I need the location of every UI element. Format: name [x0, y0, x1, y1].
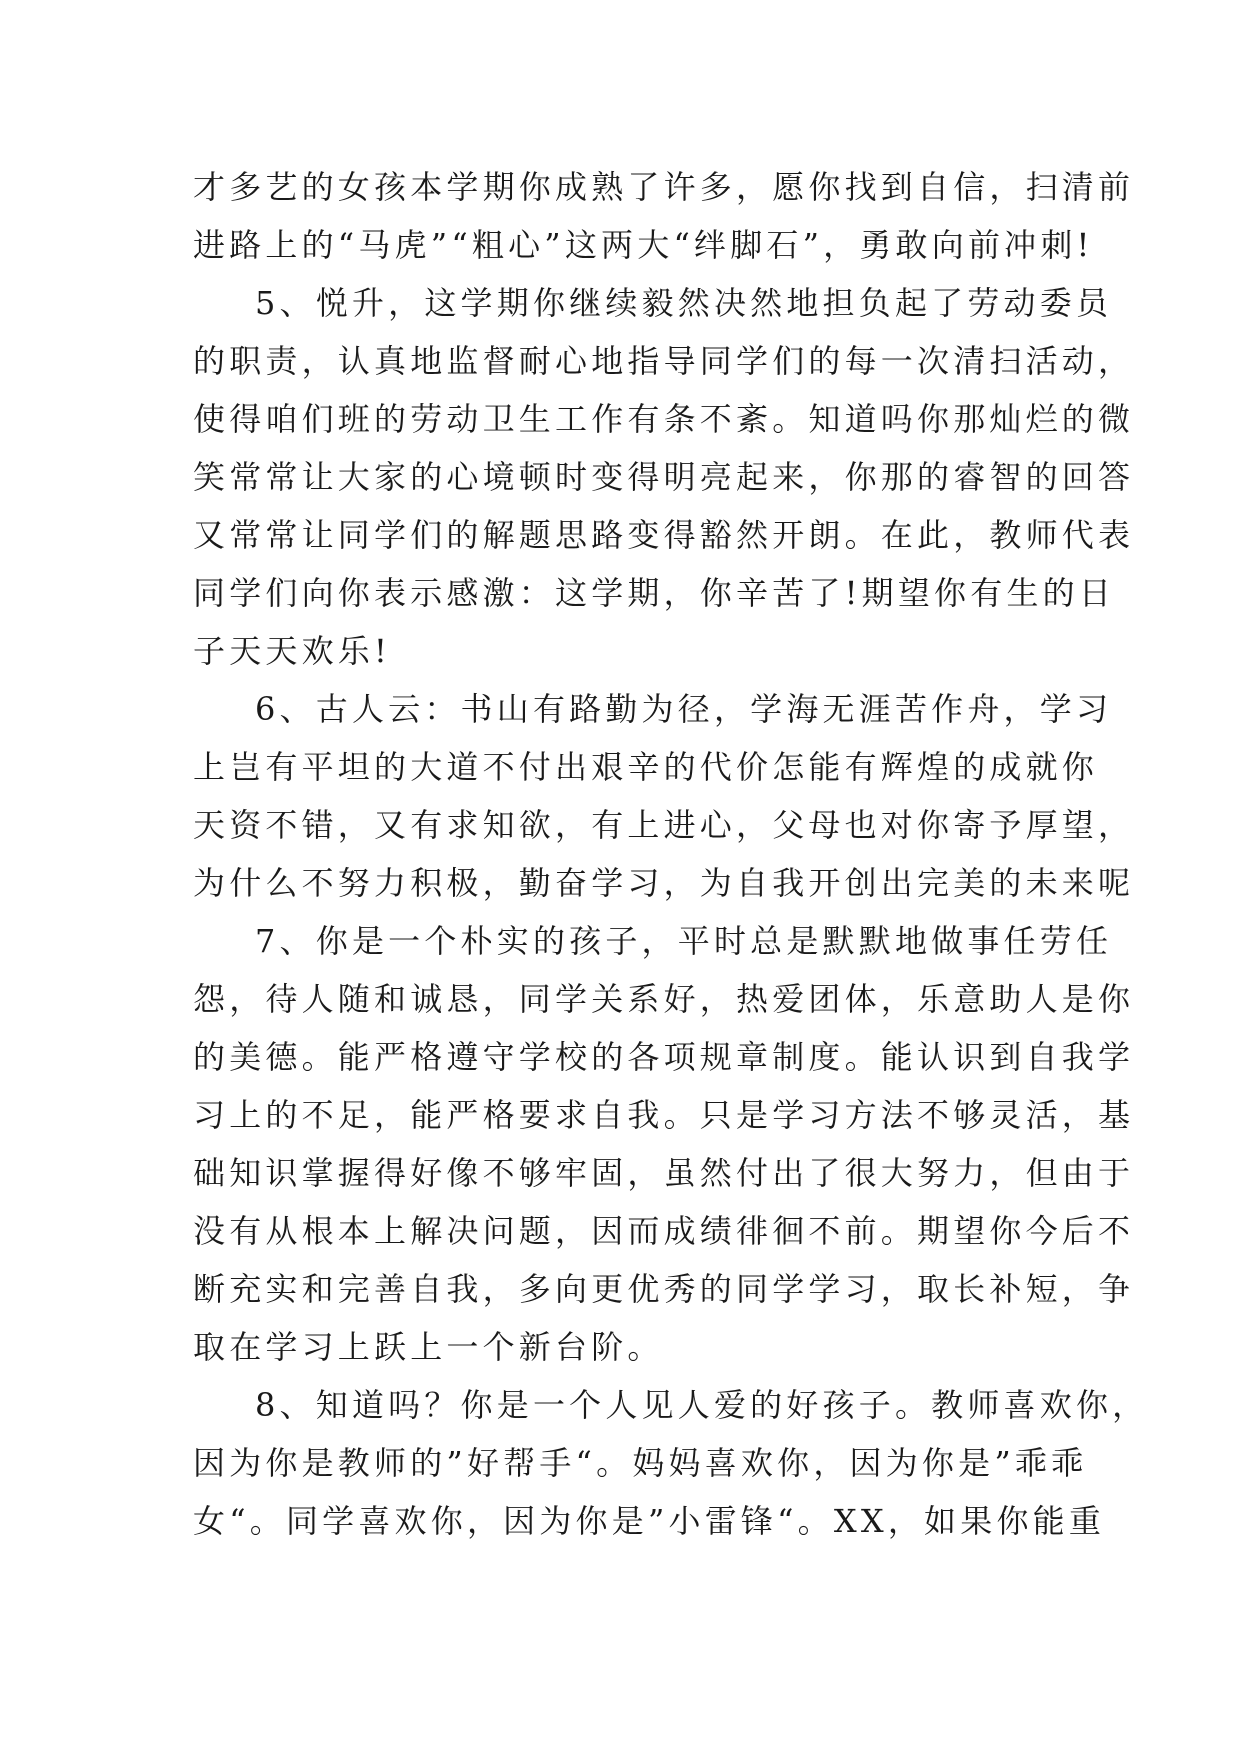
text-line: 又常常让同学们的解题思路变得豁然开朗。在此，教师代表	[193, 516, 1135, 554]
text-line: 进路上的“马虎”“粗心”这两大“绊脚石”，勇敢向前冲刺!	[193, 226, 1094, 264]
text-line: 没有从根本上解决问题，因而成绩徘徊不前。期望你今后不	[193, 1212, 1135, 1250]
text-line: 的职责，认真地监督耐心地指导同学们的每一次清扫活动，	[193, 342, 1135, 380]
text-line: 础知识掌握得好像不够牢固，虽然付出了很大努力，但由于	[193, 1154, 1135, 1192]
text-line: 子天天欢乐!	[193, 632, 392, 670]
text-line: 女“。同学喜欢你，因为你是”小雷锋“。XX，如果你能重	[193, 1502, 1106, 1540]
text-line: 上岂有平坦的大道不付出艰辛的代价怎能有辉煌的成就你	[193, 748, 1099, 786]
text-line: 同学们向你表示感激：这学期，你辛苦了!期望你有生的日	[193, 574, 1116, 612]
text-line: 才多艺的女孩本学期你成熟了许多，愿你找到自信，扫清前	[193, 168, 1135, 206]
paragraph-5-start: 5、悦升，这学期你继续毅然决然地担负起了劳动委员	[255, 284, 1113, 322]
paragraph-6-start: 6、古人云：书山有路勤为径，学海无涯苦作舟，学习	[255, 690, 1113, 728]
text-line: 的美德。能严格遵守学校的各项规章制度。能认识到自我学	[193, 1038, 1135, 1076]
text-line: 取在学习上跃上一个新台阶。	[193, 1328, 664, 1366]
text-line: 因为你是教师的”好帮手“。妈妈喜欢你，因为你是”乖乖	[193, 1444, 1088, 1482]
text-line: 使得咱们班的劳动卫生工作有条不紊。知道吗你那灿烂的微	[193, 400, 1135, 438]
text-line: 为什么不努力积极，勤奋学习，为自我开创出完美的未来呢	[193, 864, 1135, 902]
paragraph-8-start: 8、知道吗？你是一个人见人爱的好孩子。教师喜欢你，	[255, 1386, 1149, 1424]
text-line: 断充实和完善自我，多向更优秀的同学学习，取长补短，争	[193, 1270, 1135, 1308]
text-line: 习上的不足，能严格要求自我。只是学习方法不够灵活，基	[193, 1096, 1135, 1134]
text-line: 天资不错，又有求知欲，有上进心，父母也对你寄予厚望，	[193, 806, 1135, 844]
text-line: 笑常常让大家的心境顿时变得明亮起来，你那的睿智的回答	[193, 458, 1135, 496]
paragraph-7-start: 7、你是一个朴实的孩子，平时总是默默地做事任劳任	[255, 922, 1113, 960]
text-line: 怨，待人随和诚恳，同学关系好，热爱团体，乐意助人是你	[193, 980, 1135, 1018]
